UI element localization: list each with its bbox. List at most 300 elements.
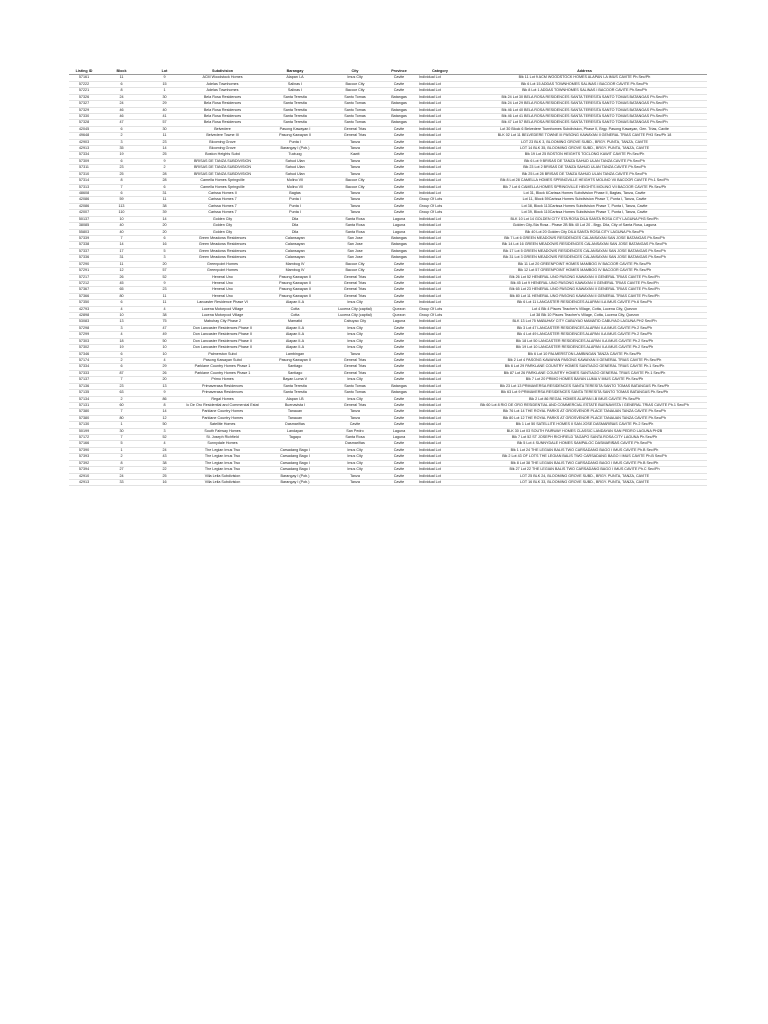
block-cell: 6 (99, 158, 144, 164)
listing-id-cell: 57290 (69, 261, 99, 267)
barangay-cell: Alapan I-A (260, 75, 330, 81)
category-cell: Individual Lot (418, 191, 462, 197)
address-cell: Lot 39, Block 110Carissa Homes Subdivision Phase 7, Punta I, Tanza, Cavite (462, 210, 707, 216)
province-cell: Cavite (380, 133, 418, 139)
category-cell: Individual Lot (418, 255, 462, 261)
address-cell: Blk 1 Lot 24 THE LEGIAN BALIS TWO CARSADANG BAGO I IMUS CAVITE Ph.B Sec/Ph (462, 447, 707, 453)
listing-id-cell: 42086 (69, 203, 99, 209)
barangay-cell: Santa Teresita (260, 94, 330, 100)
subdivision-cell: Primo Homes (185, 377, 260, 383)
subdivision-cell: Belvedere Towne III (185, 133, 260, 139)
barangay-cell: Santa Teresita (260, 107, 330, 113)
category-cell: Individual Lot (418, 467, 462, 473)
address-cell: Blk 40 Lot 20 Golden City DILA SANTA ROSA CITY LAGUNA Ph.Sec/Ph (462, 229, 707, 235)
block-cell: 59 (99, 197, 144, 203)
city-cell: Dasmariñas (330, 441, 380, 447)
province-cell: Cavite (380, 210, 418, 216)
category-cell: Individual Lot (418, 383, 462, 389)
barangay-cell: Punta I (260, 139, 330, 145)
lot-cell: 20 (144, 223, 185, 229)
city-cell: Tanza (330, 171, 380, 177)
category-cell: Individual Lot (418, 139, 462, 145)
block-cell: 65 (99, 287, 144, 293)
province-cell: Cavite (380, 280, 418, 286)
listing-id-cell: 57367 (69, 287, 99, 293)
city-cell: General Trias (330, 126, 380, 132)
province-cell: Cavite (380, 402, 418, 408)
category-cell: Individual Lot (418, 126, 462, 132)
block-cell: 23 (99, 383, 144, 389)
address-cell: Blk 7 Lot 20 PRIMO HOMES BAYAN LUMA V IMUS CAVITE Ph.Sec/Ph (462, 377, 707, 383)
subdivision-cell: Don Lancaster Residences Phase II (185, 345, 260, 351)
barangay-cell: Santiago (260, 364, 330, 370)
city-cell: Tanza (330, 351, 380, 357)
address-cell: Blk 80 Lot 11 HENERAL UNO PASONG KAWAYAN II GENERAL TRIAS CAVITE Ph.Sec/Ph (462, 293, 707, 299)
category-cell: Individual Lot (418, 435, 462, 441)
province-cell: Batangas (380, 107, 418, 113)
category-cell: Individual Lot (418, 280, 462, 286)
barangay-cell: Carsadang Bago I (260, 454, 330, 460)
address-cell: Blk 6 Lot 29 PARKLANE COUNTRY HOMES SANTIAGO GENERAL TRIAS CAVITE Ph.1 Sec/Ph (462, 364, 707, 370)
listing-id-cell: 42793 (69, 306, 99, 312)
block-cell: 80 (99, 293, 144, 299)
city-cell: Imus City (330, 325, 380, 331)
province-cell: Cavite (380, 178, 418, 184)
address-cell: Blk 2 Lot 4 PASONG KAWAYAN PASONG KAWAYAN II GENERAL TRIAS CAVITE Ph.Sec/Ph (462, 357, 707, 363)
lot-cell: 3 (144, 428, 185, 434)
city-cell: Imus City (330, 338, 380, 344)
column-header-listing-id: Listing ID (69, 69, 99, 75)
listing-id-cell: 57130 (69, 422, 99, 428)
listing-id-cell: 42913 (69, 146, 99, 152)
city-cell: General Trias (330, 370, 380, 376)
address-cell: Blk 63 Lot 9 PRIMAVERSA RESIDENCES SANTA TERESITA SANTO TOMAS BATANGAS Ph.Sec/Ph (462, 390, 707, 396)
province-cell: Cavite (380, 396, 418, 402)
block-cell: 7 (99, 235, 144, 241)
subdivision-cell: ACM Woodstock Homes (185, 75, 260, 81)
city-cell: Bacoor City (330, 261, 380, 267)
subdivision-cell: Green Meadows Residences (185, 242, 260, 248)
province-cell: Batangas (380, 120, 418, 126)
province-cell: Cavite (380, 325, 418, 331)
lot-cell: 14 (144, 146, 185, 152)
category-cell: Group Of Lots (418, 306, 462, 312)
category-cell: Individual Lot (418, 351, 462, 357)
lot-cell: 30 (144, 126, 185, 132)
address-cell: LOT 23 BLK 3, BLOOMING GROVE SUBD., BRGY. PUNTA, TANZA, CAVITE (462, 139, 707, 145)
category-cell: Group Of Lots (418, 313, 462, 319)
province-cell: Laguna (380, 216, 418, 222)
lot-cell: 47 (144, 325, 185, 331)
province-cell: Cavite (380, 422, 418, 428)
subdivision-cell: Golden City (185, 216, 260, 222)
barangay-cell: Barangay I (Pob.) (260, 146, 330, 152)
address-cell: Blk 11 Lot 9 ACM WOODSTOCK HOMES ALAPAN I-A IMUS CAVITE Ph.Sec/Ph (462, 75, 707, 81)
city-cell: Tanza (330, 165, 380, 171)
lot-cell: 15 (144, 81, 185, 87)
listing-id-cell: 57336 (69, 255, 99, 261)
block-cell: 10 (99, 216, 144, 222)
lot-cell: 57 (144, 120, 185, 126)
category-cell: Group Of Lots (418, 203, 462, 209)
city-cell: Tanza (330, 197, 380, 203)
lot-cell: 26 (144, 370, 185, 376)
address-cell: Golden City-Sta Rosa - Phase 2B Blk 40 Lot 20 - Brgy. Dila, City of Santa Rosa, Laguna (462, 223, 707, 229)
barangay-cell: Pasong Kawayan II (260, 293, 330, 299)
listing-id-cell: 57134 (69, 396, 99, 402)
block-cell: 3 (99, 325, 144, 331)
block-cell: 2 (99, 454, 144, 460)
city-cell: Bacoor City (330, 178, 380, 184)
province-cell: Cavite (380, 268, 418, 274)
city-cell: Imus City (330, 345, 380, 351)
listing-id-cell: 42913 (69, 480, 99, 486)
address-cell: Blk 19 Lot 10 LANCASTER RESIDENCES ALAPAN II-A IMUS CAVITE Ph.2 Sec/Ph (462, 345, 707, 351)
lot-cell: 49 (144, 332, 185, 338)
subdivision-cell: Lucena Motorpool Village (185, 306, 260, 312)
listing-id-cell: 57328 (69, 120, 99, 126)
province-cell: Cavite (380, 409, 418, 415)
subdivision-cell: Bela Rosa Residences (185, 120, 260, 126)
barangay-cell: Alapan II-A (260, 332, 330, 338)
block-cell: 113 (99, 203, 144, 209)
listing-id-cell: 57390 (69, 447, 99, 453)
address-cell: Blk 87 Lot 26 PARKLANE COUNTRY HOMES SANTIAGO GENERAL TRIAS CAVITE Ph.1 Sec/Ph (462, 370, 707, 376)
province-cell: Cavite (380, 345, 418, 351)
lot-cell: 50 (144, 338, 185, 344)
category-cell: Individual Lot (418, 120, 462, 126)
province-cell: Quezon (380, 313, 418, 319)
lot-cell: 11 (144, 293, 185, 299)
province-cell: Batangas (380, 248, 418, 254)
city-cell: San Jose (330, 255, 380, 261)
category-cell: Individual Lot (418, 325, 462, 331)
province-cell: Cavite (380, 454, 418, 460)
lot-cell: 10 (144, 351, 185, 357)
block-cell: 1 (99, 422, 144, 428)
listing-id-cell: 57393 (69, 454, 99, 460)
lot-cell: 86 (144, 396, 185, 402)
block-cell: 7 (99, 435, 144, 441)
address-cell: Blk 12 Lot 57 GREENPOINT HOMES MAMBOG IV BACOOR CAVITE Ph.Sec/Ph (462, 268, 707, 274)
block-cell: 3 (99, 139, 144, 145)
city-cell: Tanza (330, 409, 380, 415)
column-header-city: City (330, 69, 380, 75)
subdivision-cell: Satellite Homes (185, 422, 260, 428)
listing-id-cell: 57314 (69, 178, 99, 184)
listing-id-cell: 57394 (69, 467, 99, 473)
block-cell: 6 (99, 300, 144, 306)
category-cell: Individual Lot (418, 146, 462, 152)
listing-id-cell: 57174 (69, 357, 99, 363)
category-cell: Individual Lot (418, 287, 462, 293)
barangay-cell: Dasmariñas (260, 422, 330, 428)
barangay-cell: Tanauan (260, 409, 330, 415)
lot-cell: 52 (144, 435, 185, 441)
address-cell: Blk 46 Lot 41 BELA ROSA RESIDENCES SANTA TERESITA SANTO TOMAS BATANGAS Ph.Sec/Ph (462, 113, 707, 119)
block-cell: 40 (99, 223, 144, 229)
barangay-cell: Pasong Kawayan II (260, 274, 330, 280)
address-cell: Blk 26 Lot 52 HENERAL UNO PASONG KAWAYAN II GENERAL TRIAS CAVITE Ph.Sec/Ph (462, 274, 707, 280)
barangay-cell: Santa Teresita (260, 383, 330, 389)
city-cell: Imus City (330, 396, 380, 402)
barangay-cell: Mambog IV (260, 268, 330, 274)
subdivision-cell: Regal Homes (185, 396, 260, 402)
subdivision-cell: BRISAS DE TANZA SUBDIVISION (185, 171, 260, 177)
barangay-cell: Mambog IV (260, 261, 330, 267)
address-cell: Blk 4 Lot 49 LANCASTER RESIDENCES ALAPAN II-A IMUS CAVITE Ph.2 Sec/Ph (462, 332, 707, 338)
lot-cell: 28 (144, 171, 185, 177)
subdivision-cell: The Legian Imus Two (185, 454, 260, 460)
barangay-cell: Sahud Ulan (260, 171, 330, 177)
city-cell: General Trias (330, 287, 380, 293)
block-cell: 4 (99, 306, 144, 312)
barangay-cell: Calansayan (260, 242, 330, 248)
lot-cell: 9 (144, 75, 185, 81)
barangay-cell: Carsadang Bago I (260, 460, 330, 466)
address-cell: Blk 23 Lot 13 PRIMAVERSA RESIDENCES SANTA TERESITA SANTO TOMAS BATANGAS Ph.Sec/Ph (462, 383, 707, 389)
barangay-cell: Sahud Ulan (260, 165, 330, 171)
subdivision-cell: Green Meadows Residences (185, 235, 260, 241)
city-cell: Cabuyao City (330, 319, 380, 325)
category-cell: Individual Lot (418, 223, 462, 229)
block-cell: 87 (99, 370, 144, 376)
lot-cell: 30 (144, 94, 185, 100)
block-cell: 12 (99, 268, 144, 274)
category-cell: Individual Lot (418, 293, 462, 299)
category-cell: Individual Lot (418, 409, 462, 415)
barangay-cell: Lambingan (260, 351, 330, 357)
subdivision-cell: Primaverasa Residences (185, 383, 260, 389)
subdivision-cell: Bela Rosa Residences (185, 94, 260, 100)
lot-cell: 9 (144, 158, 185, 164)
block-cell: 47 (99, 120, 144, 126)
address-cell: Blk 8 Lot 28 CAMELLA HOMES SPRINGVILLE HEIGHTS MOLINO VII BACOOR CAVITE Ph.1 Sec/Ph (462, 178, 707, 184)
city-cell: Tanza (330, 139, 380, 145)
category-cell: Individual Lot (418, 319, 462, 325)
address-cell: Blk 8 Lot 1 ADDAS TOWNHOMES SALINAS I BACOOR CAVITE Ph.Sec/Ph (462, 88, 707, 94)
city-cell: Tanza (330, 146, 380, 152)
lot-cell: 4 (144, 357, 185, 363)
city-cell: Imus City (330, 447, 380, 453)
address-cell: BLK 02 Lot 11 BELVEDERE TOWNE III PASONG KAWAYAN II GENERAL TRIAS CAVITE PH3 Sec/Ph 18 (462, 133, 707, 139)
category-cell: Individual Lot (418, 402, 462, 408)
city-cell: Tanza (330, 210, 380, 216)
listing-id-cell: 57136 (69, 383, 99, 389)
barangay-cell: Carsadang Bago I (260, 447, 330, 453)
listing-id-cell: 57334 (69, 364, 99, 370)
address-cell: Lot 38 Blk 10 Pisces Teacher's Village, Cotta, Lucena City, Quezon (462, 313, 707, 319)
address-cell: Blk 76 Lot 14 THE ROYAL PARKS AT GROSVENOR PLACE TANAUAN TANZA CAVITE Ph.Sec/Ph (462, 409, 707, 415)
listing-id-cell: 57217 (69, 274, 99, 280)
block-cell: 1 (99, 447, 144, 453)
block-cell: 23 (99, 165, 144, 171)
subdivision-cell: Adelas Townhomes (185, 81, 260, 87)
column-header-address: Address (462, 69, 707, 75)
category-cell: Individual Lot (418, 158, 462, 164)
address-cell: LOT 16 BLK 33, BLOOMING GROVE SUBD., BRGY. PUNTA, TANZA, CAVITE (462, 480, 707, 486)
province-cell: Cavite (380, 300, 418, 306)
subdivision-cell: South Fairway Homes (185, 428, 260, 434)
lot-cell: 57 (144, 268, 185, 274)
lot-cell: 4 (144, 306, 185, 312)
listing-id-cell: 57137 (69, 377, 99, 383)
barangay-cell: Mamatid (260, 319, 330, 325)
block-cell: 24 (99, 94, 144, 100)
city-cell: Tanza (330, 480, 380, 486)
table-row (69, 480, 707, 486)
lot-cell: 31 (144, 191, 185, 197)
province-cell: Cavite (380, 447, 418, 453)
city-cell: Kawit (330, 152, 380, 158)
barangay-cell: Buenavista I (260, 402, 330, 408)
barangay-cell: Santiago (260, 370, 330, 376)
category-cell: Individual Lot (418, 268, 462, 274)
subdivision-cell: The Legian Imus Two (185, 467, 260, 473)
category-cell: Individual Lot (418, 165, 462, 171)
subdivision-cell: Parklane Country Homes (185, 409, 260, 415)
province-cell: Cavite (380, 146, 418, 152)
block-cell: 6 (99, 191, 144, 197)
listings-table (69, 69, 707, 486)
address-cell: Blk 6 Lot 11 LANCASTER RESIDENCES ALAPAN II-A IMUS CAVITE Ph.6 Sec/Ph (462, 300, 707, 306)
lot-cell: 1 (144, 88, 185, 94)
lot-cell: 25 (144, 152, 185, 158)
block-cell: 80 (99, 415, 144, 421)
address-cell: Blk 45 Lot 9 HENERAL UNO PASONG KAWAYAN II GENERAL TRIAS CAVITE Ph.Sec/Ph (462, 280, 707, 286)
barangay-cell: Calansayan (260, 248, 330, 254)
barangay-cell: Punta I (260, 197, 330, 203)
barangay-cell: Alapan II-A (260, 338, 330, 344)
province-cell: Laguna (380, 435, 418, 441)
province-cell: Cavite (380, 88, 418, 94)
barangay-cell: Punta I (260, 210, 330, 216)
city-cell: San Jose (330, 235, 380, 241)
address-cell: Lot 30 Block 6 Belvedere Townhomes Subdivision, Phase II, Brgy. Pasong Kawayan, Gen. Trias, Cavite (462, 126, 707, 132)
subdivision-cell: Ic De Oro Residential and Commercial Estat (186, 402, 259, 407)
address-cell: Blk 31 Lot 3 GREEN MEADOWS RESIDENCES CALANSAYAN SAN JOSE BATANGAS Ph.Sec/Ph (462, 255, 707, 261)
listing-id-cell: 57302 (69, 345, 99, 351)
city-cell: Tanza (330, 203, 380, 209)
category-cell: Individual Lot (418, 94, 462, 100)
city-cell: Tanza (330, 158, 380, 164)
subdivision-cell: Lancaster Residence Phase VI (185, 300, 260, 306)
city-cell: Tanza (330, 191, 380, 197)
barangay-cell: Bagtas (260, 191, 330, 197)
city-cell: Santa Rosa (330, 435, 380, 441)
category-cell: Individual Lot (418, 133, 462, 139)
address-cell: Blk 65 Lot 23 HENERAL UNO PASONG KAWAYAN II GENERAL TRIAS CAVITE Ph.Sec/Ph (462, 287, 707, 293)
lot-cell: 2 (144, 165, 185, 171)
subdivision-cell: Green Meadows Residences (185, 248, 260, 254)
listing-id-cell: 57392 (69, 460, 99, 466)
province-cell: Cavite (380, 139, 418, 145)
listing-id-cell: 55803 (69, 229, 99, 235)
block-cell: 8 (99, 178, 144, 184)
lot-cell: 11 (144, 197, 185, 203)
city-cell: Bacoor City (330, 81, 380, 87)
city-cell: Lucena City (capital) (330, 313, 380, 319)
barangay-cell: Sahud Ulan (260, 158, 330, 164)
address-cell: Lot 11, Block 59Carissa Homes Subdivision Phase 7, Punta I, Tanza, Cavite (462, 197, 707, 203)
address-cell: Blk 3 Lot 47 LANCASTER RESIDENCES ALAPAN II-A IMUS CAVITE Ph.2 Sec/Ph (462, 325, 707, 331)
lot-cell: 6 (144, 235, 185, 241)
block-cell: 30 (99, 428, 144, 434)
city-cell: General Trias (330, 280, 380, 286)
subdivision-cell: Villa Leila Subdivision (185, 473, 260, 479)
city-cell: Cavite (330, 422, 380, 428)
listing-id-cell: 57212 (69, 280, 99, 286)
address-cell: LOT 14 BLK 35, BLOOMING GROVE SUBD., BRGY. PUNTA, TANZA, CAVITE (462, 146, 707, 152)
lot-cell: 16 (144, 242, 185, 248)
province-cell: Laguna (380, 229, 418, 235)
lot-cell: 3 (144, 255, 185, 261)
province-cell: Cavite (380, 338, 418, 344)
lot-cell: 25 (144, 473, 185, 479)
city-cell: Santo Tomas (330, 383, 380, 389)
barangay-cell: Pasong Kawayan II (260, 133, 330, 139)
city-cell: Imus City (330, 300, 380, 306)
barangay-cell: Alapan II-A (260, 345, 330, 351)
lot-cell: 9 (144, 280, 185, 286)
listing-id-cell: 48608 (69, 191, 99, 197)
subdivision-cell: Parklane Country Homes (185, 415, 260, 421)
city-cell: San Pedro (330, 428, 380, 434)
barangay-cell: Tanauan (260, 415, 330, 421)
category-cell: Individual Lot (418, 428, 462, 434)
lot-cell: 52 (144, 274, 185, 280)
listing-id-cell: 57161 (69, 75, 99, 81)
province-cell: Cavite (380, 191, 418, 197)
city-cell: Imus City (330, 454, 380, 460)
subdivision-cell: The Legian Imus Two (185, 460, 260, 466)
city-cell: San Jose (330, 248, 380, 254)
province-cell: Cavite (380, 203, 418, 209)
subdivision-cell: Belvedere (185, 126, 260, 132)
lot-cell: 10 (144, 345, 185, 351)
city-cell: Imus City (330, 75, 380, 81)
city-cell: Lucena City (capital) (330, 306, 380, 312)
listing-id-cell: 49648 (69, 133, 99, 139)
listing-id-cell: 50199 (69, 428, 99, 434)
listing-id-cell: 57166 (69, 441, 99, 447)
province-cell: Quezon (380, 306, 418, 312)
barangay-cell: Dila (260, 216, 330, 222)
province-cell: Cavite (380, 287, 418, 293)
block-cell: 2 (99, 396, 144, 402)
listing-id-cell: 57366 (69, 293, 99, 299)
subdivision-cell: Palmerston Subd (185, 351, 260, 357)
address-cell: Blk 17 Lot 5 GREEN MEADOWS RESIDENCES CALANSAYAN SAN JOSE BATANGAS Ph.Sec/Ph (462, 248, 707, 254)
address-cell: Blk 2 Lot 43 OF LOTS THE LEGIAN BALIS TWO CARSADANG BAGO I IMUS CAVITE Ph.B Sec/Ph (462, 454, 707, 460)
province-cell: Cavite (380, 480, 418, 486)
subdivision-cell: Carissa Homes 7 (185, 203, 260, 209)
category-cell: Group Of Lots (418, 210, 462, 216)
listing-id-cell: 57333 (69, 370, 99, 376)
block-cell: 6 (99, 364, 144, 370)
province-cell: Cavite (380, 126, 418, 132)
subdivision-cell: Bela Rosa Residences (185, 113, 260, 119)
province-cell: Batangas (380, 101, 418, 107)
barangay-cell: Santa Teresita (260, 120, 330, 126)
province-cell: Cavite (380, 197, 418, 203)
city-cell: Tanza (330, 415, 380, 421)
column-header-barangay: Barangay (260, 69, 330, 75)
province-cell: Cavite (380, 357, 418, 363)
address-cell: Blk 6 Lot 15 ADDAS TOWNHOMES SALINAS I BACOOR CAVITE Ph.Sec/Ph (462, 81, 707, 87)
listing-id-cell: 57299 (69, 332, 99, 338)
listing-id-cell: 57380 (69, 409, 99, 415)
